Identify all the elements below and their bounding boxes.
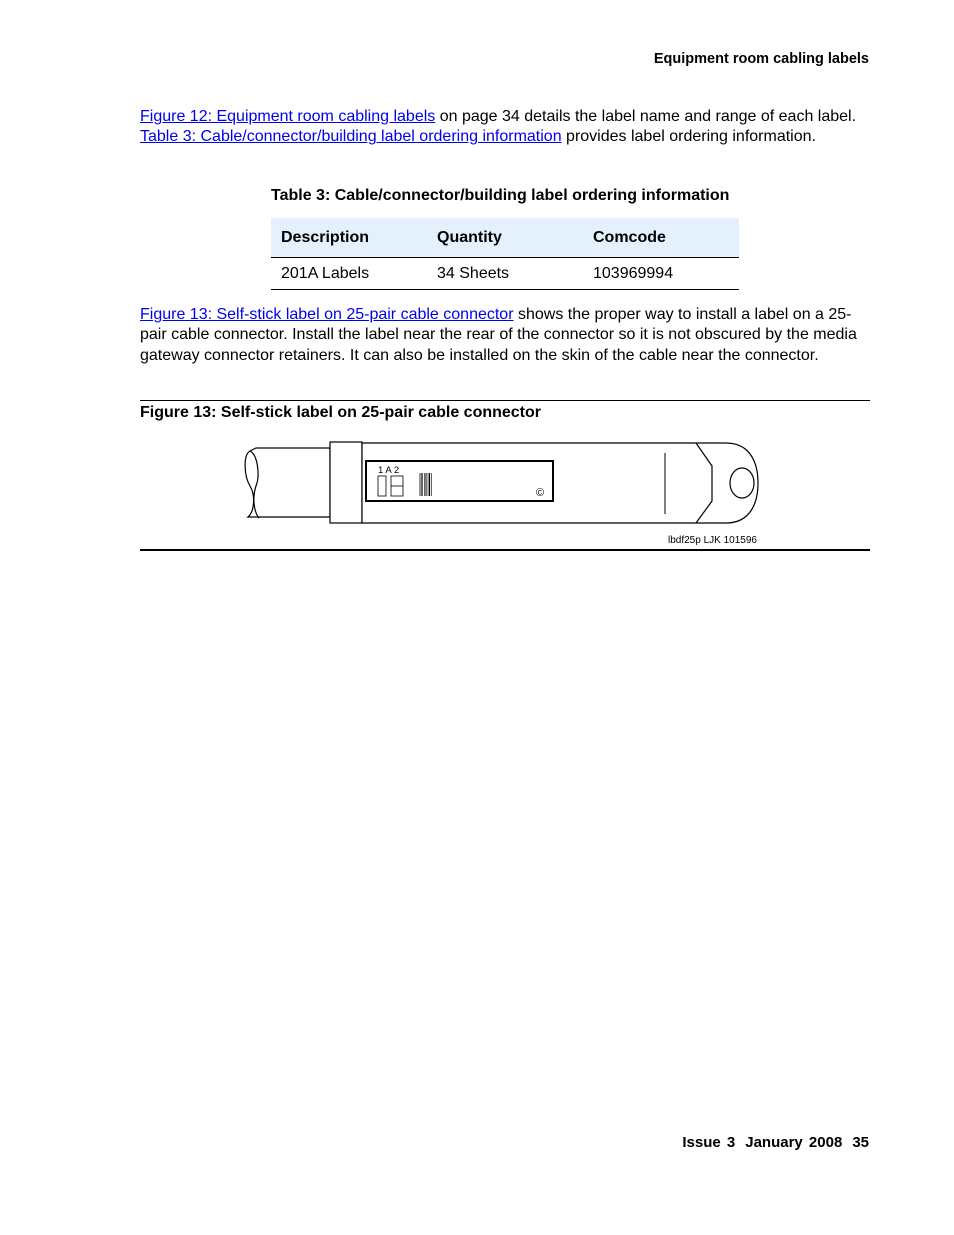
- footer-page-number: 35: [852, 1134, 869, 1151]
- intro-text-2: provides label ordering information.: [561, 128, 816, 146]
- table-header-row: [271, 218, 739, 258]
- figure-bottom-rule: [140, 549, 870, 551]
- intro-paragraph: [140, 107, 865, 148]
- page-footer: [682, 1134, 869, 1151]
- table-3-link[interactable]: Table 3: Cable/connector/building label ordering information: [140, 128, 562, 146]
- figure-top-rule: [140, 400, 870, 401]
- strain-relief: [330, 442, 362, 523]
- label-ordering-table: [271, 218, 739, 290]
- label-position-text: 1 A 2: [378, 465, 400, 476]
- install-text: shows the proper way to install a label on a 25-pair cable connector. Install the label near the rear of the connector so it is not obscured by the media gateway connector retainers. It can also be installed on the skin of the cable near the connector.: [140, 306, 857, 364]
- figure-title: Figure 13: Self-stick label on 25-pair cable connector: [140, 404, 542, 421]
- header-quantity: Quantity: [427, 218, 583, 258]
- running-header: Equipment room cabling labels: [653, 51, 869, 67]
- table-row: [271, 258, 739, 290]
- cell-description: 201A Labels: [271, 258, 427, 290]
- connector-illustration: [236, 438, 770, 550]
- footer-date: January 2008: [745, 1134, 843, 1151]
- table-title: Table 3: Cable/connector/building label ordering information: [271, 187, 730, 204]
- figure-12-link[interactable]: Figure 12: Equipment room cabling labels: [140, 108, 436, 125]
- mounting-hole: [730, 468, 754, 498]
- self-stick-label: [366, 461, 553, 501]
- footer-issue: Issue 3: [682, 1134, 736, 1151]
- cable-body: [245, 448, 330, 518]
- barcode: [420, 473, 432, 496]
- figure-code: lbdf25p LJK 101596: [668, 535, 757, 546]
- header-description: Description: [271, 218, 427, 258]
- copyright-mark: ©: [536, 487, 545, 499]
- cell-comcode: 103969994: [583, 258, 739, 290]
- header-comcode: Comcode: [583, 218, 739, 258]
- intro-text-1: on page 34 details the label name and range of each label.: [435, 108, 857, 125]
- cell-quantity: 34 Sheets: [427, 258, 583, 290]
- install-paragraph: [140, 305, 865, 366]
- figure-13-link[interactable]: Figure 13: Self-stick label on 25-pair cable connector: [140, 306, 514, 323]
